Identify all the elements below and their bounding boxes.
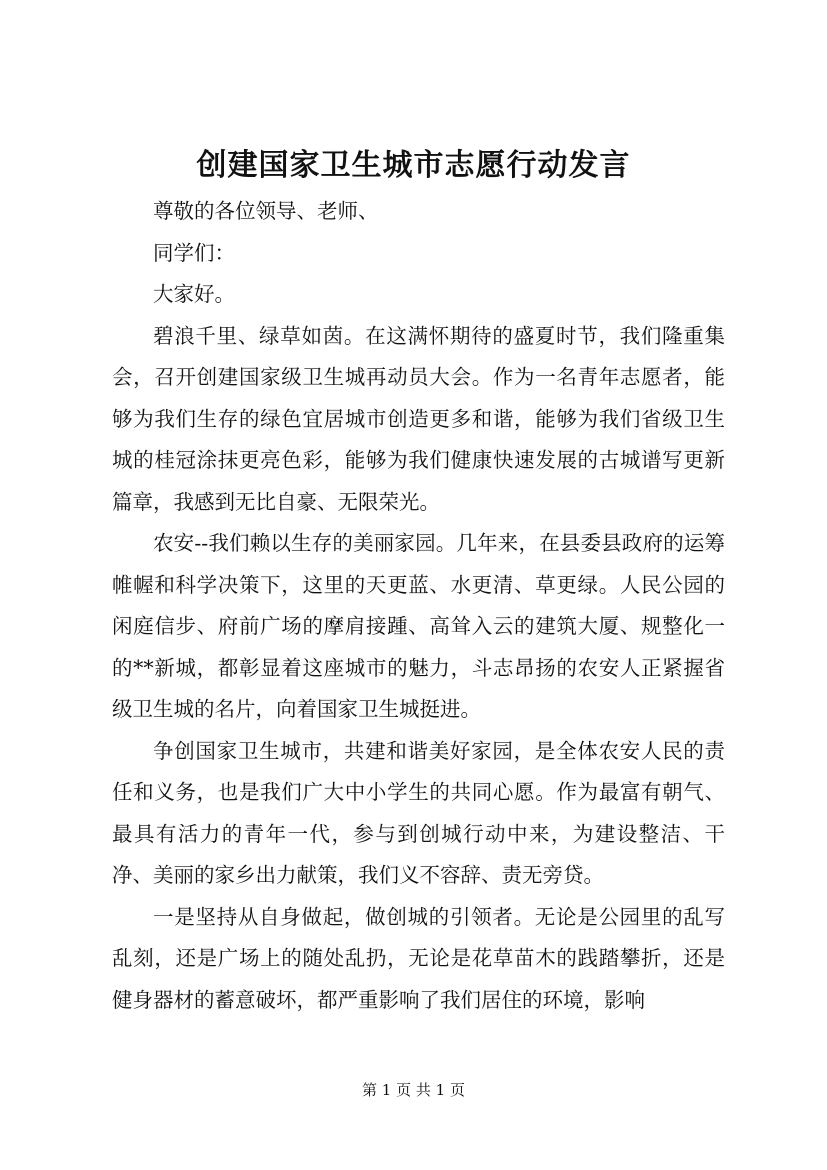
page-number-footer: 第 1 页 共 1 页 [362, 1081, 465, 1099]
greeting: 大家好。 [153, 282, 235, 306]
paragraph-1: 碧浪千里、绿草如茵。在这满怀期待的盛夏时节，我们隆重集会，召开创建国家级卫生城再动员大会。作为一名青年志愿者，能够为我们生存的绿色宜居城市创造更多和谐，能够为我们省级卫生城的桂冠涂抹更亮色彩，能够为我们健康快速发展的古城谱写更新篇章，我感到无比自豪、无限荣光。 [112, 323, 725, 514]
paragraph-2: 农安--我们赖以生存的美丽家园。几年来，在县委县政府的运筹帷幄和科学决策下，这里的天更蓝、水更清、草更绿。人民公园的闲庭信步、府前广场的摩肩接踵、高耸入云的建筑大厦、规整化一的**新城，都彰显着这座城市的魅力，斗志昂扬的农安人正紧握省级卫生城的名片，向着国家卫生城挺进。 [112, 531, 725, 721]
document-title: 创建国家卫生城市志愿行动发言 [196, 148, 631, 183]
paragraph-4: 一是坚持从自身做起，做创城的引领者。无论是公园里的乱写乱刻，还是广场上的随处乱扔，无论是花草苗木的践踏攀折，还是健身器材的蓄意破坏，都严重影响了我们居住的环境，影响 [112, 904, 725, 1012]
salutation-line-1: 尊敬的各位领导、老师、 [153, 199, 379, 223]
salutation-line-2: 同学们： [153, 240, 235, 265]
document-body [112, 191, 725, 1021]
paragraph-3: 争创国家卫生城市，共建和谐美好家园，是全体农安人民的责任和义务，也是我们广大中小学生的共同心愿。作为最富有朝气、最具有活力的青年一代，参与到创城行动中来，为建设整洁、干净、美丽的家乡出力献策，我们义不容辞、责无旁贷。 [112, 738, 725, 887]
